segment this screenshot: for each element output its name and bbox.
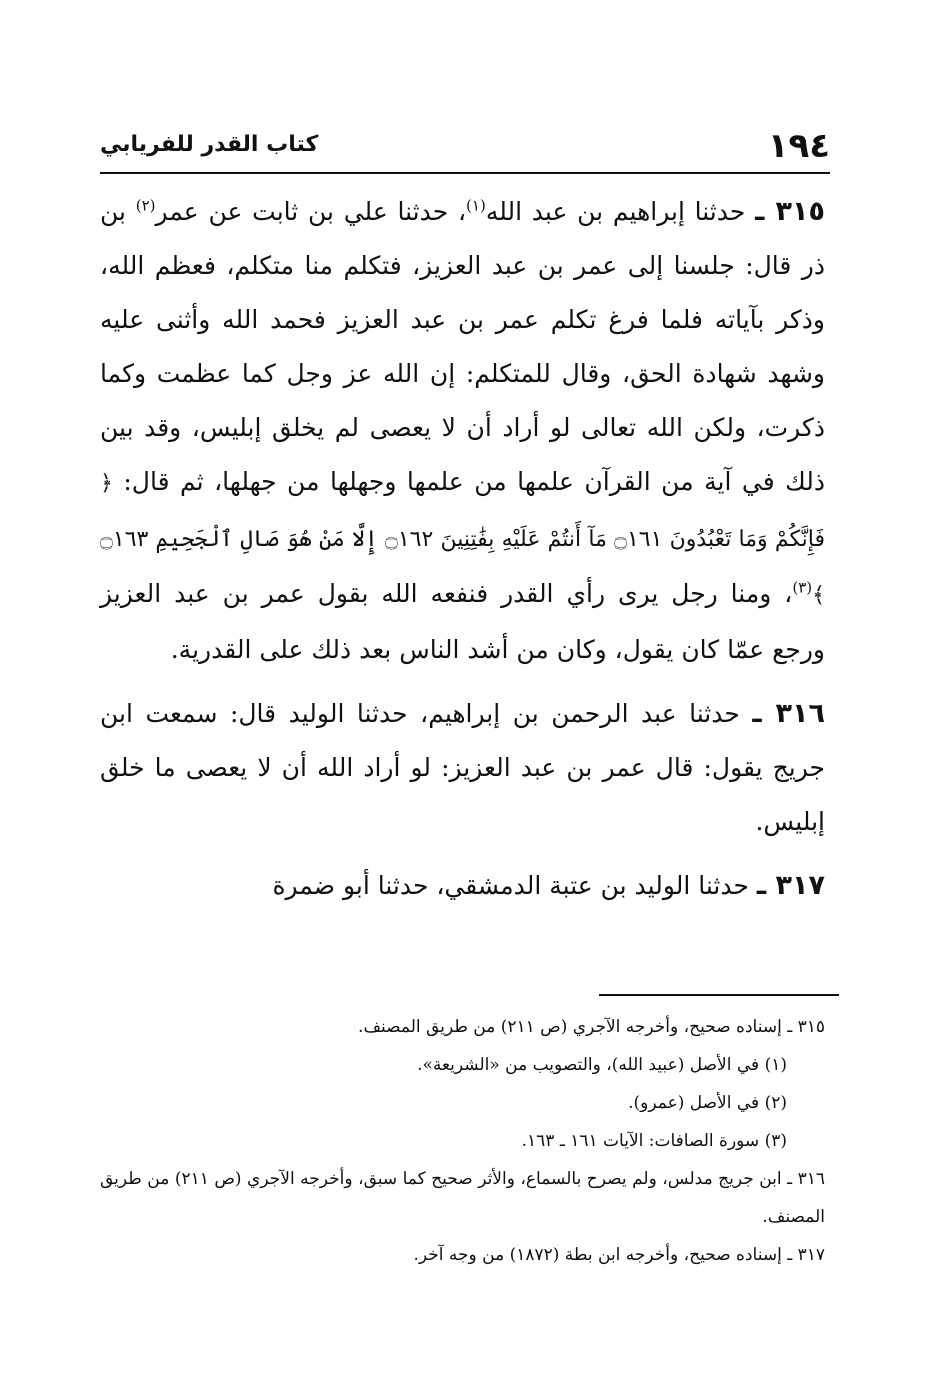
book-title: كتاب القدر للفريابي xyxy=(100,132,319,157)
narration-315 xyxy=(100,185,825,677)
quran-verse: ﴿ فَإِنَّكُمْ وَمَا تَعْبُدُونَ ۝١٦١ مَآ أَنتُمْ عَلَيْهِ بِفَٰتِنِينَ ۝١٦٢ إِلَّا مَنْ هُوَ صَالِ ٱلْجَحِيمِ ۝١٦٣ ﴾ xyxy=(100,471,825,608)
footnote: ٣١٦ ـ ابن جريج مدلس، ولم يصرح بالسماع، والأثر صحيح كما سبق، وأخرجه الآجري (ص ٢١١) من طريق المصنف. xyxy=(100,1169,825,1227)
page-number: ١٩٤ xyxy=(767,126,830,166)
footnote: (٣) سورة الصافات: الآيات ١٦١ ـ ١٦٣. xyxy=(521,1131,787,1151)
footnote-ref: (٣) xyxy=(792,578,813,597)
narration-text: حدثنا عبد الرحمن بن إبراهيم، حدثنا الوليد قال: سمعت ابن جريج يقول: قال عمر بن عبد العزيز: لو أراد الله أن لا يعصى ما خلق إبليس. xyxy=(100,699,825,836)
footnote-ref: (٢) xyxy=(135,196,156,215)
narration-text: حدثنا الوليد بن عتبة الدمشقي، حدثنا أبو ضمرة xyxy=(272,871,749,900)
footnotes xyxy=(100,1008,825,1274)
narration-number: ٣١٥ ـ xyxy=(755,196,825,227)
footnote-divider xyxy=(599,994,839,996)
page-header xyxy=(100,120,830,174)
footnote-ref: (١) xyxy=(466,196,486,215)
narration-text: ، ومنا رجل يرى رأي القدر فنفعه الله بقول عمر بن عبد العزيز ورجع عمّا كان يقول، وكان من أشد الناس بعد ذلك على القدرية. xyxy=(100,579,825,664)
narration-text: بن ذر قال: جلسنا إلى عمر بن عبد العزيز، فتكلم منا متكلم، فعظم الله، وذكر بآياته فلما فرغ تكلم عمر بن عبد العزيز فحمد الله وأثنى عليه وشهد شهادة الحق، وقال للمتكلم: إن الله عز وجل كما عظمت وكما ذكرت، ولكن الله تعالى لو أراد أن لا يعصى لم يخلق إبليس، وقد بين ذلك في آية من القرآن علمها من علمها وجهلها من جهلها، ثم قال: xyxy=(100,197,825,496)
footnote: ٣١٥ ـ إسناده صحيح، وأخرجه الآجري (ص ٢١١) من طريق المصنف. xyxy=(358,1017,825,1037)
footnote: (٢) في الأصل (عمرو). xyxy=(628,1093,787,1113)
narration-text: ، حدثنا علي بن ثابت عن عمر xyxy=(155,197,467,226)
narration-316 xyxy=(100,687,825,849)
narration-number: ٣١٧ ـ xyxy=(756,870,825,901)
narration-number: ٣١٦ ـ xyxy=(752,698,825,729)
main-text xyxy=(100,185,825,923)
footnote: (١) في الأصل (عبيد الله)، والتصويب من «الشريعة». xyxy=(417,1055,787,1075)
narration-317 xyxy=(100,859,825,913)
narration-text: حدثنا إبراهيم بن عبد الله xyxy=(485,197,746,226)
footnote: ٣١٧ ـ إسناده صحيح، وأخرجه ابن بطة (١٨٧٢) من وجه آخر. xyxy=(413,1245,825,1265)
